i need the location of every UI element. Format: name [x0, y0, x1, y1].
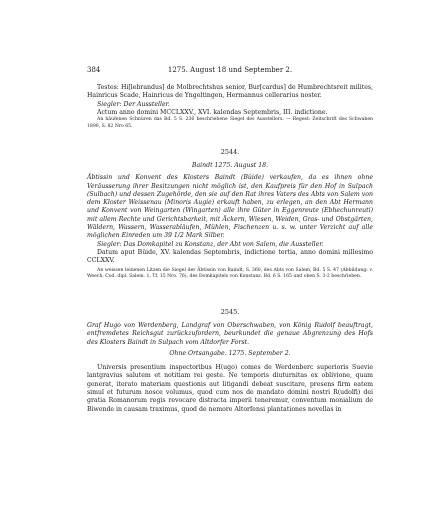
datum-line: Datum aput Bûide, XV. kalendas Septembris, indictione tertia, anno domini millesimo CCLXXV. — [87, 248, 373, 265]
actum-line: Actum anno domini MCCLXXV., XVI. kalendas Septembris, III. indictione. — [97, 108, 328, 116]
testes-paragraph: Testes: Hi[lebrandus] de Molbrechtshus senior, Bur[cardus] de Humbrechtsreit milites, Hainricus Scade, Hainricus de Yngeltingen, Hermannus cellerarius noster. — [87, 84, 373, 100]
document-number: 2544. — [220, 148, 240, 156]
document-2544 — [87, 148, 373, 280]
document-2545 — [87, 308, 373, 414]
top-continuation — [87, 84, 373, 130]
running-title: 1275. August 18 und September 2. — [167, 66, 293, 74]
page-number: 384 — [87, 66, 101, 74]
charter-text: Universis presentium inspectoribus H(ugo) comes de Werdenberc superioris Suevie lantgravius salutem et notitiam rei geste. Ne temporis diuturnitas ex oblivione, quam generat, iterato materiam questionis aut litigandi debeat suscitare, presens firm eatem simul et futurum nosce volumus, quod cum nos de mandato domini nostri R(udolfi) dei gratia Romanorum regis revocare distracta imperii teneremur, conventum monialium de Biwende in causam traximus, quod de nemore Altorfensi plantationes novellas in — [87, 364, 373, 413]
siegler-line: Siegler: Das Domkapitel zu Konstanz, der Abt von Salem, die Aussteller. — [97, 240, 324, 248]
seal-note: An häufenen Schnüren das Bd. 5 S. 236 beschriebene Siegel des Ausstellers. — Regest: Zeitschrift des Schwaben 1890, S. 82 Nro 65. — [87, 117, 373, 129]
siegler-line: Siegler: Der Aussteller. — [97, 100, 170, 108]
seal-note: An weissen leinenen Litzen die Siegel der Äbtissin von Baindt, S. 360, des Abts von Salem, Bd. 5 S. 47 (Abbildung: v. Weech, Cod. dipl. Salem. 1, Tf. 15 Nro. 76), des Domkapitels von Konstanz, Bd. 6 S. 165 und oben S. 3-2 beschrieben. — [87, 267, 373, 279]
place-date: Ohne Ortsangabe. 1275. September 2. — [169, 349, 291, 357]
place-date: Baindt 1275. August 18. — [191, 162, 269, 169]
document-number: 2545. — [220, 308, 240, 316]
regest-paragraph: Äbtissin und Konvent des Klosters Baindt (Bûide) verkaufen, da es ihnen ohne Veräusserung ihrer Besitzungen nicht möglich ist, den Kaufpreis für den Hof in Sulpach (Sulbach) und dessen Zugehörde, den sie auf den Rat ihres Vaters des Abts von Salem von dem Kloster Weissenau (Minoris Augie) erkauft haben, zu erlegen, an den Abt Hermann und Konvent von Weingarten (Wingarten) alle ihre Güter in Eggenreute (Ebhechunreuti) mit allem Rechte und Gerichtsbarkeit, mit Äckern, Wiesen, Weiden, Gras- und Obstgärten, Wäldern, Wassern, Wasserabläufen, Mühlen, Fischenzen u. s. w. unter Verzicht auf alle möglichen Einreden um 39 1/2 Mark Silber. — [87, 174, 373, 240]
regest-paragraph: Graf Hugo von Werdenberg, Landgraf von Oberschwaben, von König Rudolf beauftragt, entfremdetes Reichsgut zurückzufordern, beurkundet die genaue Abgrenzung des Hofs des Klosters Baindt in Sulpach vom Altdorfer Forst. — [87, 322, 373, 346]
